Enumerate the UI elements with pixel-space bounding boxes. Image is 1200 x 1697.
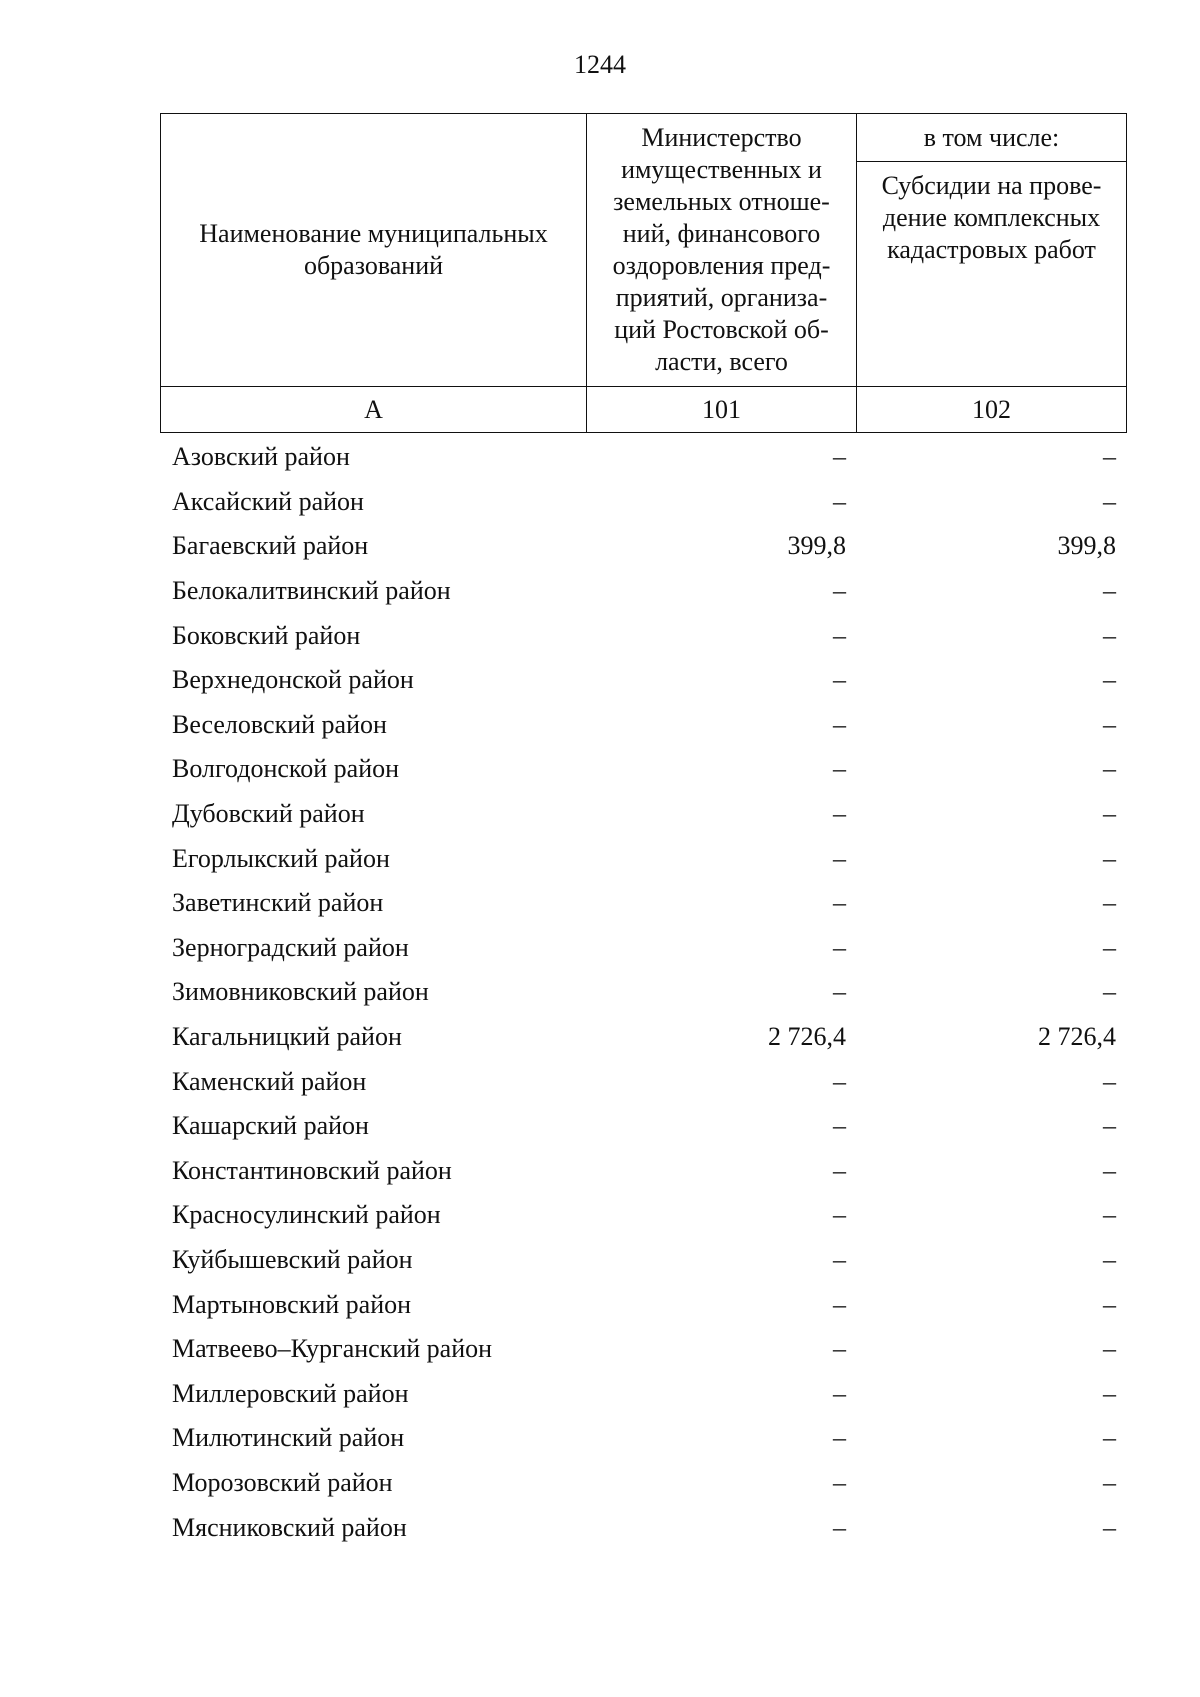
table-row xyxy=(160,1327,1126,1372)
table-row xyxy=(160,836,1126,881)
subsidy-value: – xyxy=(1103,932,1116,962)
subsidy-value: – xyxy=(1103,665,1116,695)
subsidy-value: – xyxy=(1103,1200,1116,1230)
municipality-name: Веселовский район xyxy=(172,709,387,739)
total-value: – xyxy=(833,1244,846,1274)
municipality-name: Красносулинский район xyxy=(172,1200,441,1230)
header-number-102: 102 xyxy=(857,387,1127,433)
header-number-a: А xyxy=(161,387,587,433)
table-row xyxy=(160,1371,1126,1416)
municipality-name: Кагальницкий район xyxy=(172,1022,402,1052)
subsidy-value: – xyxy=(1103,754,1116,784)
subsidy-value: – xyxy=(1103,442,1116,472)
header-including: в том числе: xyxy=(857,114,1127,162)
table-row xyxy=(160,435,1126,480)
subsidy-value: – xyxy=(1103,1244,1116,1274)
header-subsidy: Субсидии на прове- дение комплексных кадастровых работ xyxy=(857,162,1127,387)
municipality-name: Зерноградский район xyxy=(172,932,409,962)
subsidy-value: – xyxy=(1103,1423,1116,1453)
subsidy-value: – xyxy=(1103,843,1116,873)
table-row xyxy=(160,1149,1126,1194)
municipality-name: Миллеровский район xyxy=(172,1378,409,1408)
subsidy-value: – xyxy=(1103,709,1116,739)
municipality-name: Морозовский район xyxy=(172,1467,393,1497)
total-value: – xyxy=(833,1512,846,1542)
subsidy-value: – xyxy=(1103,977,1116,1007)
total-value: – xyxy=(833,932,846,962)
subsidy-value: – xyxy=(1103,1467,1116,1497)
table-row xyxy=(160,1416,1126,1461)
table-row xyxy=(160,658,1126,703)
table-row xyxy=(160,613,1126,658)
total-value: – xyxy=(833,799,846,829)
municipality-name: Куйбышевский район xyxy=(172,1244,413,1274)
table-row xyxy=(160,1104,1126,1149)
total-value: – xyxy=(833,1467,846,1497)
total-value: – xyxy=(833,1289,846,1319)
table-row xyxy=(160,480,1126,525)
total-value: – xyxy=(833,442,846,472)
subsidy-value: – xyxy=(1103,1334,1116,1364)
municipality-name: Зимовниковский район xyxy=(172,977,429,1007)
municipality-name: Матвеево–Курганский район xyxy=(172,1334,493,1364)
total-value: 399,8 xyxy=(787,531,846,561)
table-row xyxy=(160,747,1126,792)
total-value: – xyxy=(833,888,846,918)
header-municipality-name: Наименование муниципальных образований xyxy=(161,114,587,387)
table-row xyxy=(160,1461,1126,1506)
municipality-name: Багаевский район xyxy=(172,531,369,561)
total-value: – xyxy=(833,754,846,784)
table-row xyxy=(160,524,1126,569)
municipality-name: Константиновский район xyxy=(172,1155,452,1185)
municipality-name: Боковский район xyxy=(172,620,361,650)
table-row xyxy=(160,703,1126,748)
subsidy-value: 399,8 xyxy=(1057,531,1116,561)
subsidy-value: – xyxy=(1103,1512,1116,1542)
subsidy-value: – xyxy=(1103,799,1116,829)
subsidy-value: – xyxy=(1103,1066,1116,1096)
table-row xyxy=(160,1282,1126,1327)
municipality-name: Егорлыкский район xyxy=(172,843,390,873)
table-row xyxy=(160,881,1126,926)
municipality-name: Верхнедонской район xyxy=(172,665,414,695)
subsidy-value: – xyxy=(1103,888,1116,918)
subsidy-value: 2 726,4 xyxy=(1038,1022,1116,1052)
total-value: – xyxy=(833,620,846,650)
subsidy-value: – xyxy=(1103,1111,1116,1141)
table-body xyxy=(160,435,1126,1550)
municipality-name: Мясниковский район xyxy=(172,1512,407,1542)
total-value: – xyxy=(833,1200,846,1230)
total-value: – xyxy=(833,843,846,873)
table-header xyxy=(160,113,1127,433)
total-value: – xyxy=(833,1334,846,1364)
municipality-name: Азовский район xyxy=(172,442,350,472)
total-value: 2 726,4 xyxy=(768,1022,846,1052)
header-number-101: 101 xyxy=(587,387,857,433)
total-value: – xyxy=(833,1423,846,1453)
table-row xyxy=(160,926,1126,971)
municipality-name: Белокалитвинский район xyxy=(172,576,451,606)
table-row xyxy=(160,1015,1126,1060)
total-value: – xyxy=(833,665,846,695)
municipality-name: Мартыновский район xyxy=(172,1289,412,1319)
municipality-name: Заветинский район xyxy=(172,888,384,918)
table-row xyxy=(160,1059,1126,1104)
municipality-name: Волгодонской район xyxy=(172,754,400,784)
total-value: – xyxy=(833,576,846,606)
municipality-name: Кашарский район xyxy=(172,1111,369,1141)
table-row xyxy=(160,1505,1126,1550)
subsidy-value: – xyxy=(1103,486,1116,516)
total-value: – xyxy=(833,1111,846,1141)
total-value: – xyxy=(833,1155,846,1185)
subsidy-value: – xyxy=(1103,1155,1116,1185)
table-row xyxy=(160,970,1126,1015)
total-value: – xyxy=(833,1066,846,1096)
municipality-name: Милютинский район xyxy=(172,1423,405,1453)
subsidy-value: – xyxy=(1103,576,1116,606)
page-number: 1244 xyxy=(574,50,626,79)
table-row xyxy=(160,569,1126,614)
total-value: – xyxy=(833,1378,846,1408)
subsidy-value: – xyxy=(1103,1378,1116,1408)
total-value: – xyxy=(833,486,846,516)
subsidy-value: – xyxy=(1103,620,1116,650)
table-row xyxy=(160,792,1126,837)
municipality-name: Аксайский район xyxy=(172,486,364,516)
subsidy-value: – xyxy=(1103,1289,1116,1319)
table-row xyxy=(160,1238,1126,1283)
header-ministry-total: Министерство имущественных и земельных отноше- ний, финансового оздоровления пред- приятий, организа- ций Ростовской об- ласти, всего xyxy=(587,114,857,387)
total-value: – xyxy=(833,977,846,1007)
total-value: – xyxy=(833,709,846,739)
municipality-name: Каменский район xyxy=(172,1066,367,1096)
municipality-name: Дубовский район xyxy=(172,799,365,829)
table-row xyxy=(160,1193,1126,1238)
